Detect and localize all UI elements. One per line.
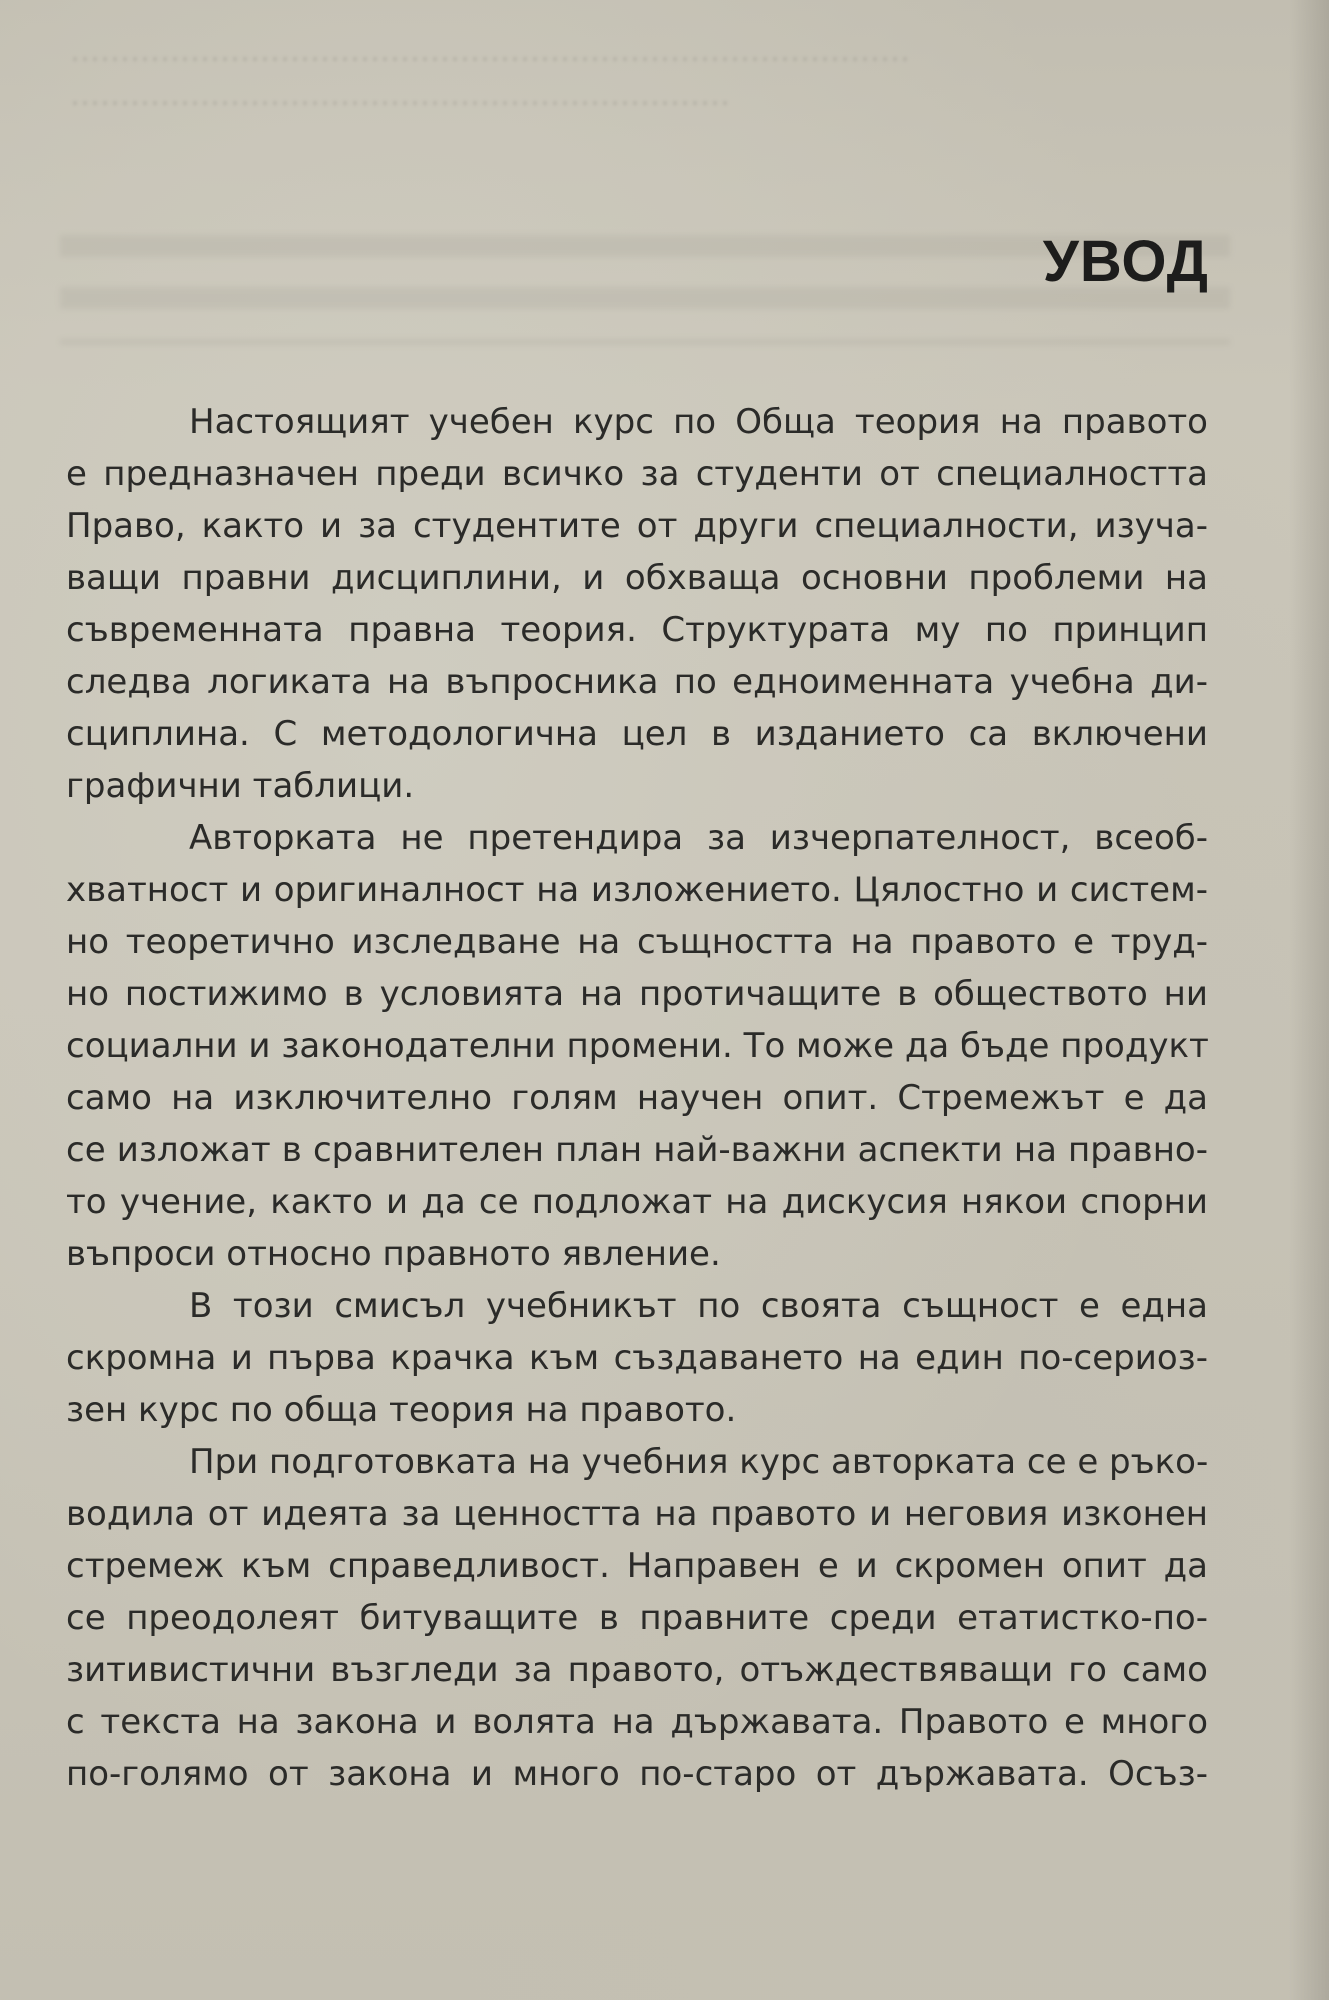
text-line: но постижимо в условията на протичащите в обществото ни [66, 974, 1208, 1014]
bleed-line-2: ………………………………………………………… [70, 78, 730, 113]
text-line: следва логиката на въпросника по едноименната учебна ди- [66, 662, 1208, 702]
text-line: само на изключително голям научен опит. Стремежът е да [66, 1078, 1208, 1118]
bleed-line-1: ………………………………………………………………………… [70, 34, 910, 69]
text-line: зен курс по обща теория на правото. [66, 1390, 737, 1430]
paragraph-1 [66, 396, 1208, 812]
text-line: социални и законодателни промени. То може да бъде продукт [66, 1026, 1209, 1066]
text-line: Право, както и за студентите от други специалности, изуча- [66, 506, 1208, 546]
paragraph-3 [66, 1280, 1208, 1436]
text-line: съвременната правна теория. Структурата му по принцип [66, 610, 1208, 650]
text-line: се преодолеят битуващите в правните среди етатистко-по- [66, 1598, 1208, 1638]
text-line: то учение, както и да се подложат на дискусия някои спорни [66, 1182, 1208, 1222]
text-line: В този смисъл учебникът по своята същност е една [189, 1286, 1208, 1326]
text-line: зитивистични възгледи за правото, отъждествяващи го само [66, 1650, 1208, 1690]
text-line: въпроси относно правното явление. [66, 1234, 721, 1274]
text-line: ващи правни дисциплини, и обхваща основни проблеми на [66, 558, 1208, 598]
bleed-through-text [70, 30, 1250, 120]
paragraph-4 [66, 1436, 1208, 1800]
text-line: хватност и оригиналност на изложението. Цялостно и систем- [66, 870, 1208, 910]
text-line: стремеж към справедливост. Направен е и скромен опит да [66, 1546, 1208, 1586]
text-line: сциплина. С методологична цел в изданието са включени [66, 714, 1208, 754]
text-line: Настоящият учебен курс по Обща теория на правото [189, 402, 1208, 442]
text-line: с текста на закона и волята на държавата. Правото е много [66, 1702, 1208, 1742]
text-line: е предназначен преди всичко за студенти от специалността [66, 454, 1208, 494]
text-line: Авторката не претендира за изчерпателност, всеоб- [189, 818, 1208, 858]
page-edge-shadow [1289, 0, 1329, 2000]
text-line: скромна и първа крачка към създаването на един по-сериоз- [66, 1338, 1208, 1378]
text-line: се изложат в сравнителен план най-важни аспекти на правно- [66, 1130, 1208, 1170]
chapter-title: УВОД [1042, 229, 1209, 294]
text-line: При подготовката на учебния курс авторката се е ръко- [189, 1442, 1209, 1482]
body-text [66, 396, 1208, 1800]
text-line: но теоретично изследване на същността на правото е труд- [66, 922, 1208, 962]
text-line: водила от идеята за ценността на правото и неговия изконен [66, 1494, 1208, 1534]
text-line: по-голямо от закона и много по-старо от държавата. Осъз- [66, 1754, 1208, 1794]
paragraph-2 [66, 812, 1208, 1280]
text-line: графични таблици. [66, 766, 415, 806]
